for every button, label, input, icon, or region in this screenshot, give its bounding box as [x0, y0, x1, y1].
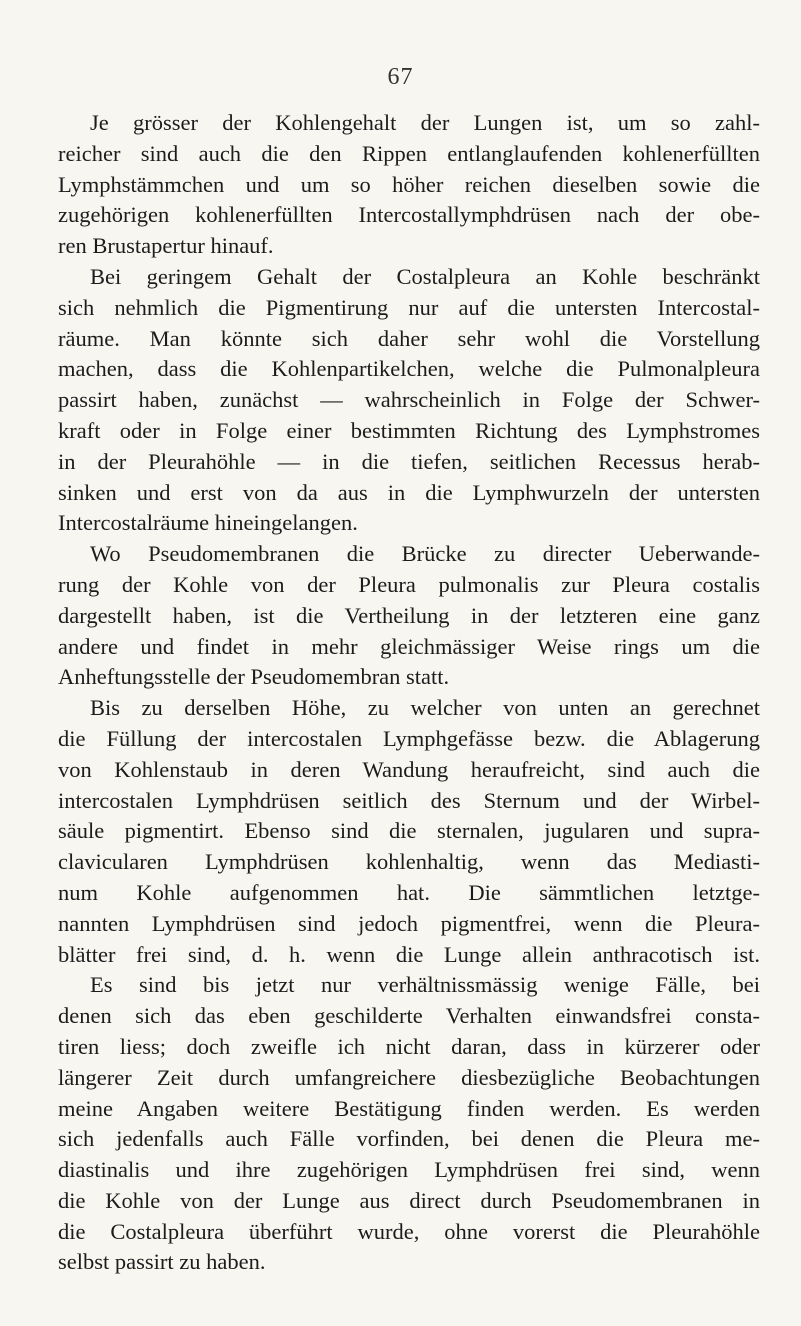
page-number: 67 — [387, 64, 414, 90]
text-line: diastinalis und ihre zugehörigen Lymphdrüsen frei sind, wenn — [58, 1157, 760, 1183]
text-line: Anheftungsstelle der Pseudomembran statt. — [58, 664, 450, 690]
text-line: blätter frei sind, d. h. wenn die Lunge allein anthracotisch ist. — [58, 941, 760, 967]
text-line: sinken und erst von da aus in die Lymphwurzeln der untersten — [58, 479, 760, 505]
text-line: räume. Man könnte sich daher sehr wohl die Vorstellung — [58, 325, 760, 351]
text-line: nannten Lymphdrüsen sind jedoch pigmentfrei, wenn die Pleura- — [58, 910, 760, 936]
text-line: tiren liess; doch zweifle ich nicht daran, dass in kürzerer oder — [58, 1033, 760, 1059]
text-line: num Kohle aufgenommen hat. Die sämmtlichen letztge- — [58, 879, 760, 905]
text-line: sich nehmlich die Pigmentirung nur auf die untersten Intercostal- — [58, 294, 760, 320]
text-line: selbst passirt zu haben. — [58, 1249, 266, 1275]
text-line: andere und findet in mehr gleichmässiger Weise rings um die — [58, 633, 760, 659]
body-text — [58, 108, 760, 1278]
text-line: säule pigmentirt. Ebenso sind die sternalen, jugularen und supra- — [58, 818, 760, 844]
text-line: reicher sind auch die den Rippen entlanglaufenden kohlenerfüllten — [58, 140, 760, 166]
text-line: Je grösser der Kohlengehalt der Lungen ist, um so zahl- — [90, 110, 760, 135]
text-line: dargestellt haben, ist die Vertheilung in der letzteren eine ganz — [58, 602, 760, 628]
text-line: intercostalen Lymphdrüsen seitlich des Sternum und der Wirbel- — [58, 787, 760, 813]
text-line: Bis zu derselben Höhe, zu welcher von unten an gerechnet — [90, 695, 760, 721]
text-line: denen sich das eben geschilderte Verhalten einwandsfrei consta- — [58, 1003, 760, 1029]
text-line: passirt haben, zunächst — wahrscheinlich in Folge der Schwer- — [58, 387, 760, 413]
text-line: rung der Kohle von der Pleura pulmonalis zur Pleura costalis — [58, 571, 760, 597]
text-line: Lymphstämmchen und um so höher reichen dieselben sowie die — [58, 171, 760, 197]
text-line: Bei geringem Gehalt der Costalpleura an Kohle beschränkt — [90, 263, 760, 289]
text-line: kraft oder in Folge einer bestimmten Richtung des Lymphstromes — [58, 417, 760, 443]
text-line: zugehörigen kohlenerfüllten Intercostallymphdrüsen nach der obe- — [58, 202, 760, 228]
text-line: machen, dass die Kohlenpartikelchen, welche die Pulmonalpleura — [58, 356, 760, 382]
text-line: Intercostalräume hineingelangen. — [58, 510, 358, 536]
text-line: von Kohlenstaub in deren Wandung heraufreicht, sind auch die — [58, 756, 760, 782]
text-line: die Costalpleura überführt wurde, ohne vorerst die Pleurahöhle — [58, 1218, 760, 1244]
text-line: die Kohle von der Lunge aus direct durch Pseudomembranen in — [58, 1187, 760, 1213]
text-line: Es sind bis jetzt nur verhältnissmässig wenige Fälle, bei — [90, 972, 760, 998]
text-line: ren Brustapertur hinauf. — [58, 233, 274, 259]
text-line: längerer Zeit durch umfangreichere diesbezügliche Beobachtungen — [58, 1064, 760, 1090]
text-line: die Füllung der intercostalen Lymphgefässe bezw. die Ablagerung — [58, 725, 760, 751]
text-line: in der Pleurahöhle — in die tiefen, seitlichen Recessus herab- — [58, 448, 760, 474]
text-line: clavicularen Lymphdrüsen kohlenhaltig, wenn das Mediasti- — [58, 849, 760, 875]
text-line: Wo Pseudomembranen die Brücke zu directer Ueberwande- — [90, 541, 760, 567]
text-line: sich jedenfalls auch Fälle vorfinden, bei denen die Pleura me- — [58, 1126, 760, 1152]
text-line: meine Angaben weitere Bestätigung finden werden. Es werden — [58, 1095, 760, 1121]
